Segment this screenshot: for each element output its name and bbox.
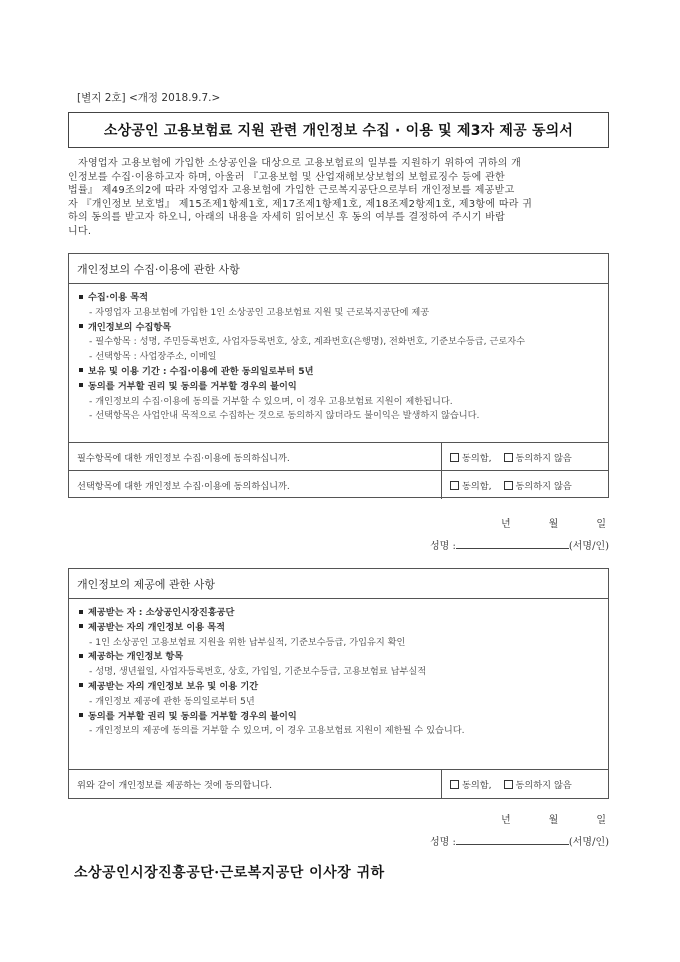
list-item: - 개인정보의 수집·이용에 동의를 거부할 수 있으며, 이 경우 고용보험료 지원이 제한됩니다.	[89, 395, 453, 407]
disagree-option[interactable]: 동의하지 않음	[504, 450, 572, 464]
square-bullet-icon	[79, 683, 83, 687]
intro-line: 인정보를 수집·이용하고자 하며, 아울러 『고용보험 및 산업재해보상보험의 보험료징수 등에 관한	[68, 171, 506, 183]
form-number: [별지 2호] <개정 2018.9.7.>	[77, 92, 221, 104]
month-label: 월	[548, 519, 559, 530]
section-heading: 개인정보의 수집·이용에 관한 사항	[69, 254, 608, 284]
checkbox-icon[interactable]	[450, 453, 459, 462]
day-label: 일	[596, 519, 606, 530]
intro-paragraph	[68, 157, 609, 238]
year-label: 년	[500, 519, 511, 530]
document-title: 소상공인 고용보험료 지원 관련 개인정보 수집 · 이용 및 제3자 제공 동의서	[103, 123, 574, 139]
signature-line	[430, 537, 609, 552]
agree-option[interactable]: 동의함,	[450, 450, 492, 464]
consent-options	[441, 471, 608, 499]
sign-suffix: (서명/인)	[568, 837, 610, 848]
square-bullet-icon	[79, 383, 83, 387]
checkbox-icon[interactable]	[504, 453, 513, 462]
intro-line: 니다.	[68, 225, 92, 237]
addressee: 소상공인시장진흥공단·근로복지공단 이사장 귀하	[74, 865, 385, 881]
list-item: 보유 및 이용 기간 : 수집·이용에 관한 동의일로부터 5년	[79, 365, 608, 380]
section-body	[69, 599, 608, 739]
list-item: - 선택항목은 사업안내 목적으로 수집하는 것으로 동의하지 않더라도 불이익은 발생하지 않습니다.	[89, 410, 480, 422]
day-label: 일	[596, 815, 606, 826]
signature-field[interactable]	[456, 833, 569, 845]
consent-options	[441, 770, 608, 798]
consent-options	[441, 443, 608, 471]
list-item: 제공받는 자의 개인정보 보유 및 이용 기간	[79, 680, 608, 695]
intro-line: 하의 동의를 받고자 하오니, 아래의 내용을 자세히 읽어보신 후 동의 여부를 결정하여 주시기 바랍	[68, 212, 506, 223]
name-label: 성명 :	[430, 837, 456, 848]
list-item: - 성명, 생년월일, 사업자등록번호, 상호, 가입일, 기준보수등급, 고용보험료 납부실적	[89, 666, 427, 678]
date-line	[68, 811, 606, 826]
list-item: - 개인정보 제공에 관한 동의일로부터 5년	[89, 695, 255, 707]
date-line	[68, 515, 606, 530]
agree-option[interactable]: 동의함,	[450, 478, 492, 492]
collection-use-section	[68, 253, 609, 498]
disagree-option[interactable]: 동의하지 않음	[504, 777, 572, 791]
intro-line: 자 『개인정보 보호법』 제15조제1항제1호, 제17조제1항제1호, 제18조제2항제1호, 제3항에 따라 귀	[68, 198, 533, 210]
month-label: 월	[548, 815, 559, 826]
square-bullet-icon	[79, 624, 83, 628]
checkbox-icon[interactable]	[450, 481, 459, 490]
checkbox-icon[interactable]	[504, 481, 513, 490]
list-item: 제공받는 자 : 소상공인시장진흥공단	[79, 606, 608, 621]
list-item: - 선택항목 : 사업장주소, 이메일	[89, 351, 217, 363]
list-item: 동의를 거부할 권리 및 동의를 거부할 경우의 불이익	[79, 380, 608, 395]
name-label: 성명 :	[430, 541, 456, 552]
list-item: 수집·이용 목적	[79, 291, 608, 306]
list-item: - 필수항목 : 성명, 주민등록번호, 사업자등록번호, 상호, 계좌번호(은행명), 전화번호, 기준보수등급, 근로자수	[89, 336, 525, 348]
intro-line: 법률』 제49조의2에 따라 자영업자 고용보험에 가입한 근로복지공단으로부터 개인정보를 제공받고	[68, 185, 515, 196]
agree-option[interactable]: 동의함,	[450, 777, 492, 791]
section-body	[69, 284, 608, 424]
square-bullet-icon	[79, 610, 83, 614]
provision-section	[68, 568, 609, 799]
signature-line	[430, 833, 609, 848]
list-item: 개인정보의 수집항목	[79, 321, 608, 336]
square-bullet-icon	[79, 295, 83, 299]
year-label: 년	[500, 815, 511, 826]
disagree-option[interactable]: 동의하지 않음	[504, 478, 572, 492]
consent-row-optional	[69, 470, 608, 499]
list-item: 제공하는 개인정보 항목	[79, 650, 608, 665]
consent-question: 위와 같이 개인정보를 제공하는 것에 동의합니다.	[77, 780, 273, 791]
checkbox-icon[interactable]	[450, 780, 459, 789]
consent-question: 필수항목에 대한 개인정보 수집·이용에 동의하십니까.	[77, 453, 290, 464]
signature-field[interactable]	[456, 537, 569, 549]
list-item: - 1인 소상공인 고용보험료 지원을 위한 납부실적, 기준보수등급, 가입유지 확인	[89, 636, 406, 648]
document-title-box	[68, 112, 609, 148]
section-heading: 개인정보의 제공에 관한 사항	[69, 569, 608, 599]
checkbox-icon[interactable]	[504, 780, 513, 789]
square-bullet-icon	[79, 324, 83, 328]
square-bullet-icon	[79, 654, 83, 658]
list-item: - 자영업자 고용보험에 가입한 1인 소상공인 고용보험료 지원 및 근로복지공단에 제공	[89, 306, 430, 318]
sign-suffix: (서명/인)	[568, 541, 610, 552]
consent-question: 선택항목에 대한 개인정보 수집·이용에 동의하십니까.	[77, 481, 290, 492]
list-item: - 개인정보의 제공에 동의를 거부할 수 있으며, 이 경우 고용보험료 지원이 제한될 수 있습니다.	[89, 725, 465, 737]
consent-row-required	[69, 442, 608, 471]
intro-line: 자영업자 고용보험에 가입한 소상공인을 대상으로 고용보험료의 일부를 지원하기 위하여 귀하의 개	[78, 158, 522, 169]
square-bullet-icon	[79, 368, 83, 372]
list-item: 제공받는 자의 개인정보 이용 목적	[79, 621, 608, 636]
consent-row-provision	[69, 769, 608, 798]
square-bullet-icon	[79, 713, 83, 717]
list-item: 동의를 거부할 권리 및 동의를 거부할 경우의 불이익	[79, 710, 608, 725]
